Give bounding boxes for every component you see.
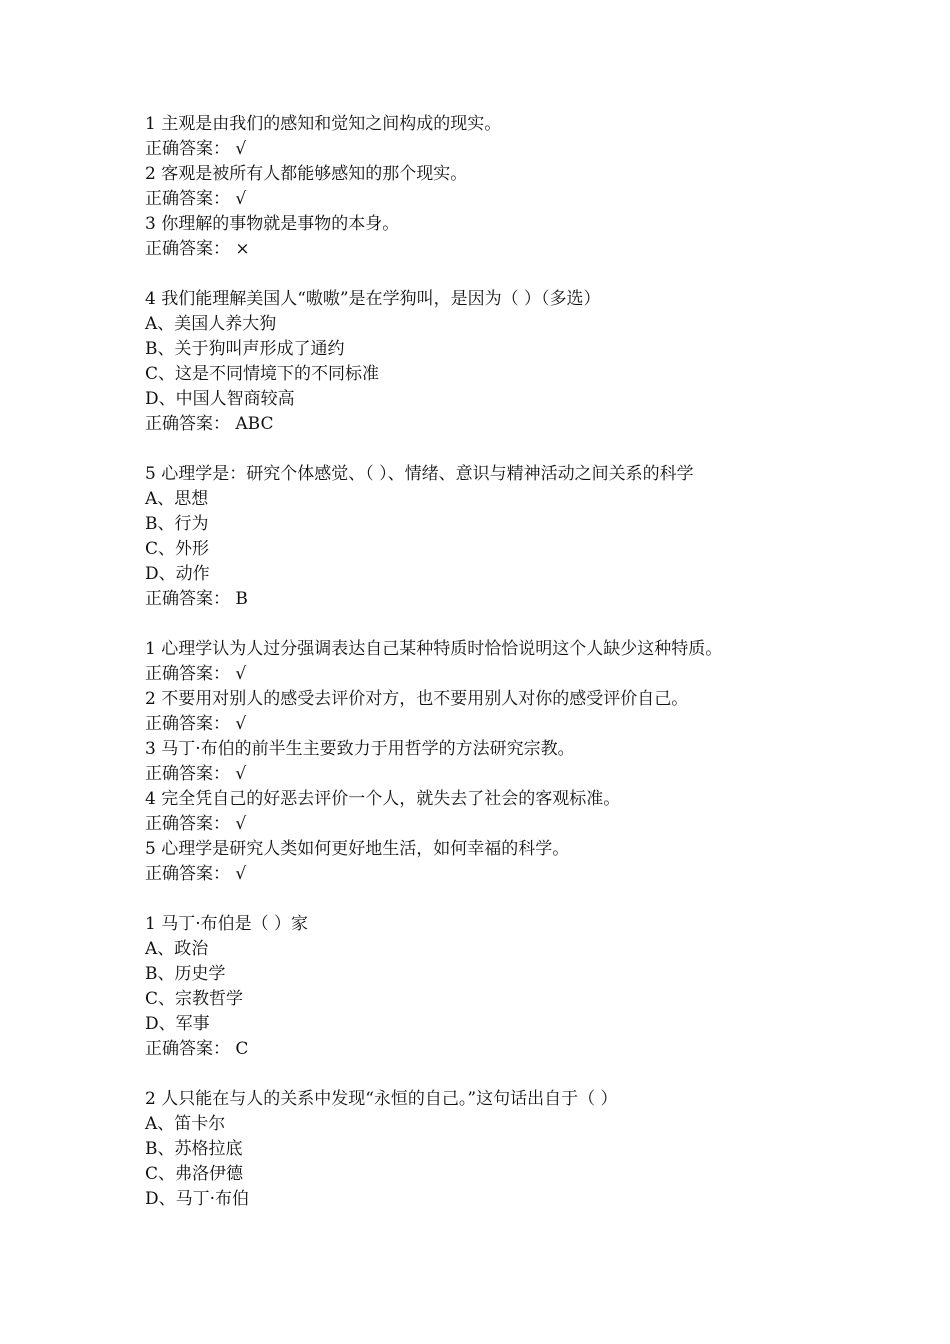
- question-text: 2 不要用对别人的感受去评价对方，也不要用别人对你的感受评价自己。: [145, 689, 689, 709]
- answer-text: 正确答案： √: [145, 189, 247, 209]
- question-text: 2 客观是被所有人都能够感知的那个现实。: [145, 164, 468, 184]
- answer-text: 正确答案： ABC: [145, 414, 274, 434]
- question-text: 1 主观是由我们的感知和觉知之间构成的现实。: [145, 114, 502, 134]
- option-text: D、中国人智商较高: [145, 389, 295, 409]
- option-text: D、军事: [145, 1014, 210, 1034]
- spacer: [145, 887, 905, 912]
- answer-text: 正确答案： √: [145, 714, 247, 734]
- option-text: B、历史学: [145, 964, 226, 984]
- option-text: C、外形: [145, 539, 210, 559]
- question-text: 3 你理解的事物就是事物的本身。: [145, 214, 400, 234]
- option-text: A、笛卡尔: [145, 1114, 226, 1134]
- option-text: A、美国人养大狗: [145, 314, 277, 334]
- question-text: 2 人只能在与人的关系中发现“永恒的自己。”这句话出自于（ ）: [145, 1089, 618, 1109]
- answer-text: 正确答案： √: [145, 664, 247, 684]
- spacer: [145, 1062, 905, 1087]
- option-text: C、弗洛伊德: [145, 1164, 244, 1184]
- question-text: 3 马丁·布伯的前半生主要致力于用哲学的方法研究宗教。: [145, 739, 575, 759]
- spacer: [145, 612, 905, 637]
- answer-text: 正确答案： √: [145, 864, 247, 884]
- option-text: B、苏格拉底: [145, 1139, 243, 1159]
- question-text: 4 完全凭自己的好恶去评价一个人，就失去了社会的客观标准。: [145, 789, 621, 809]
- answer-text: 正确答案： √: [145, 814, 247, 834]
- question-text: 1 马丁·布伯是（ ）家: [145, 914, 309, 934]
- question-text: 1 心理学认为人过分强调表达自己某种特质时恰恰说明这个人缺少这种特质。: [145, 639, 723, 659]
- option-text: C、宗教哲学: [145, 989, 244, 1009]
- answer-text: 正确答案： √: [145, 764, 247, 784]
- question-text: 5 心理学是：研究个体感觉、（ ）、情绪、意识与精神活动之间关系的科学: [145, 464, 694, 484]
- option-text: D、马丁·布伯: [145, 1189, 250, 1209]
- answer-text: 正确答案： B: [145, 589, 248, 609]
- option-text: B、关于狗叫声形成了通约: [145, 339, 345, 359]
- option-text: D、动作: [145, 564, 210, 584]
- option-text: C、这是不同情境下的不同标准: [145, 364, 380, 384]
- answer-text: 正确答案： ×: [145, 239, 250, 259]
- answer-text: 正确答案： C: [145, 1039, 249, 1059]
- question-text: 4 我们能理解美国人“嗷嗷”是在学狗叫，是因为（ ）（多选）: [145, 289, 601, 309]
- spacer: [145, 262, 905, 287]
- option-text: B、行为: [145, 514, 209, 534]
- option-text: A、政治: [145, 939, 209, 959]
- answer-text: 正确答案： √: [145, 139, 247, 159]
- document-page: [145, 112, 905, 1212]
- option-text: A、思想: [145, 489, 209, 509]
- spacer: [145, 437, 905, 462]
- question-text: 5 心理学是研究人类如何更好地生活，如何幸福的科学。: [145, 839, 570, 859]
